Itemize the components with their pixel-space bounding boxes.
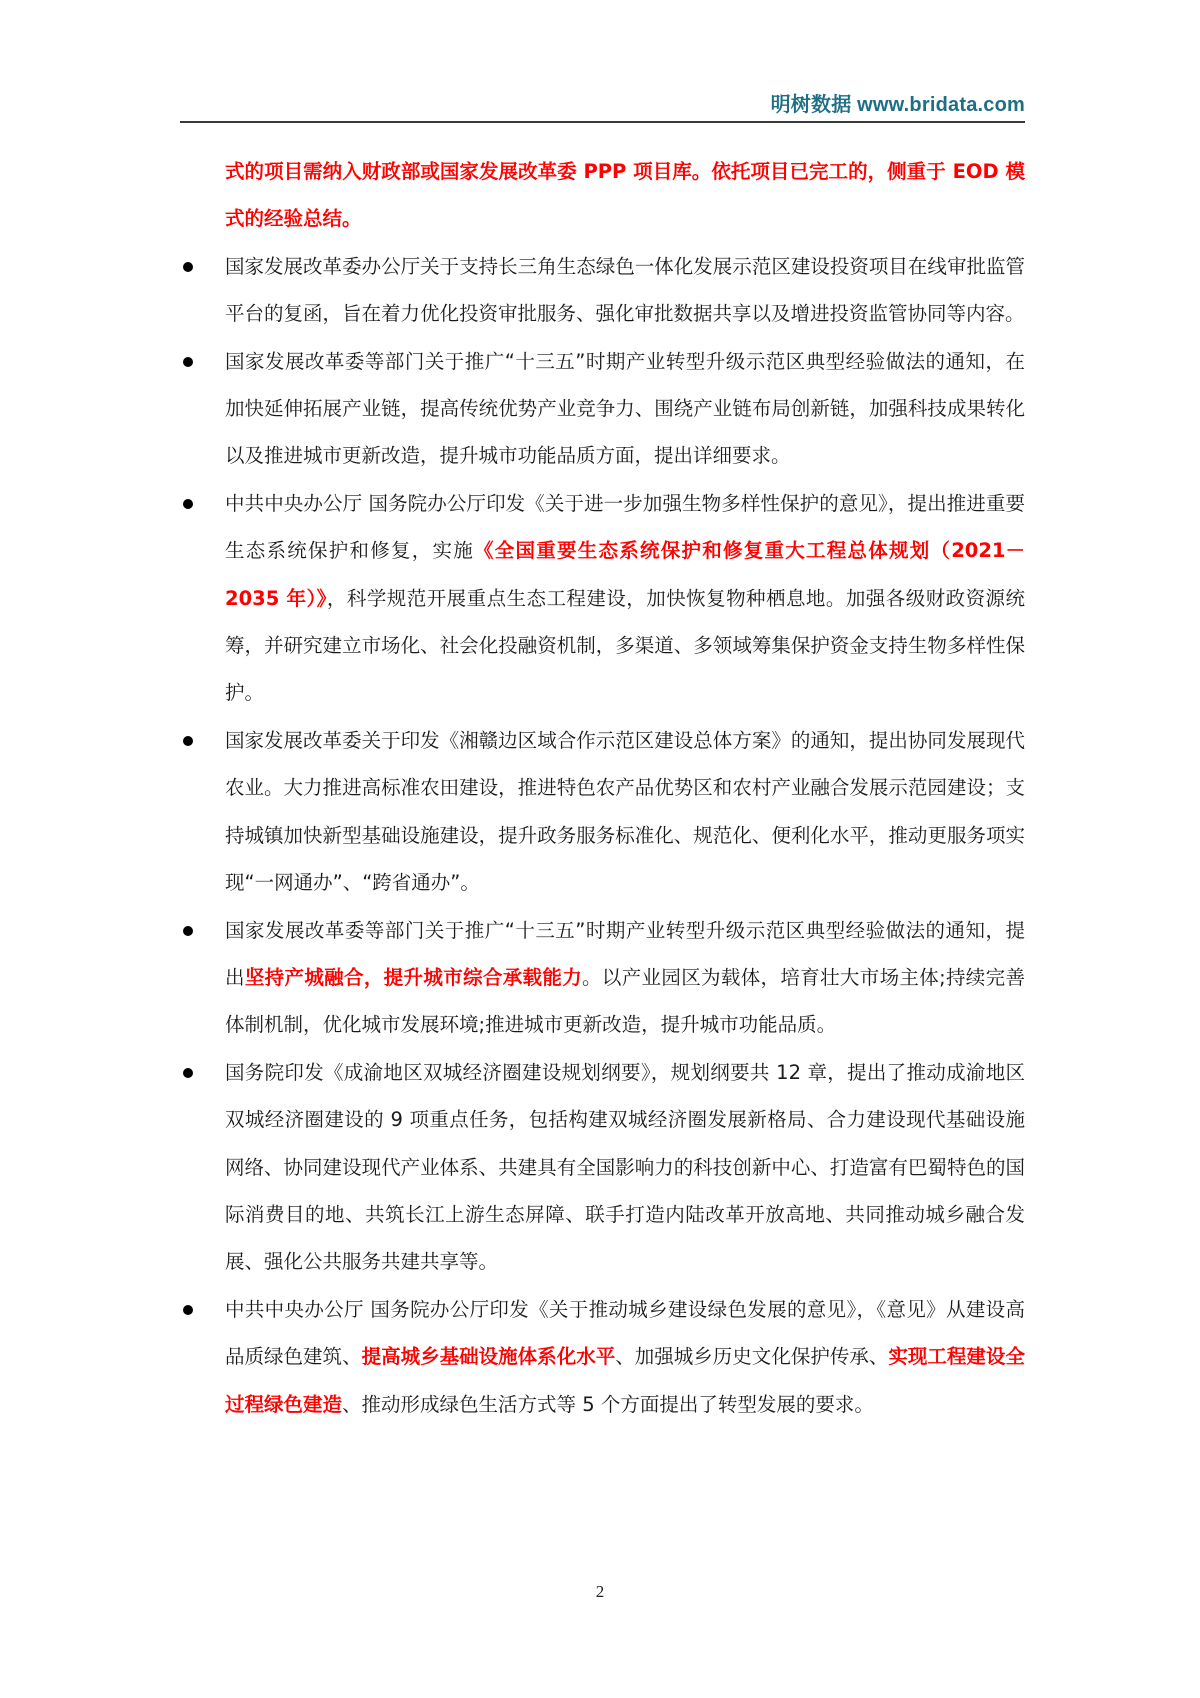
lead-text-highlight: 式的项目需纳入财政部或国家发展改革委 PPP 项目库。依托项目已完工的，侧重于 EOD 模式的经验总结。 (225, 160, 1025, 231)
list-item-text: 。以产业园区为载体，培育壮大市场主体;持续完善体制机制，优化城市发展环境;推进城市更新改造，提升城市功能品质。 (225, 965, 1025, 1037)
list-item-text: 国家发展改革委关于印发《湘赣边区域合作示范区建设总体方案》的通知，提出协同发展现代农业。大力推进高标准农田建设，推进特色农产品优势区和农村产业融合发展示范园建设；支持城镇加快新型基础设施建设，提升政务服务标准化、规范化、便利化水平，推动更服务项实现“一网通办”、“跨省通办”。 (225, 728, 1025, 895)
bullet-icon (183, 736, 193, 746)
list-item (180, 907, 1025, 1049)
list-item-text: 国务院印发《成渝地区双城经济圈建设规划纲要》，规划纲要共 12 章，提出了推动成渝地区双城经济圈建设的 9 项重点任务，包括构建双城经济圈发展新格局、合力建设现代基础设施网络、协同建设现代产业体系、共建具有全国影响力的科技创新中心、打造富有巴蜀特色的国际消费目的地、共筑长江上游生态屏障、联手打造内陆改革开放高地、共同推动城乡融合发展、强化公共服务共建共享等。 (225, 1060, 1025, 1274)
list-item-highlight: 实现工程建设全过程绿色建造 (225, 1345, 1025, 1416)
list-item-text: 、加强城乡历史文化保护传承、 (615, 1345, 889, 1369)
bullet-icon (183, 357, 193, 367)
list-item-text: 国家发展改革委办公厅关于支持长三角生态绿色一体化发展示范区建设投资项目在线审批监管平台的复函，旨在着力优化投资审批服务、强化审批数据共享以及增进投资监管协同等内容。 (225, 254, 1025, 326)
header-brand: 明树数据 www.bridata.com (770, 94, 1025, 116)
page-number: 2 (595, 1582, 605, 1601)
bullet-icon (183, 1305, 193, 1315)
bullet-icon (183, 926, 193, 936)
list-item (180, 717, 1025, 907)
list-item-text: 中共中央办公厅 国务院办公厅印发《关于推动城乡建设绿色发展的意见》，《意见》从建设高品质绿色建筑、 (225, 1297, 1025, 1369)
page-content (180, 148, 1025, 1428)
lead-paragraph (180, 148, 1025, 243)
list-item-highlight: 提高城乡基础设施体系化水平 (361, 1345, 616, 1369)
list-item-highlight: 坚持产城融合，提升城市综合承载能力 (244, 965, 583, 989)
list-item-text: 中共中央办公厅 国务院办公厅印发《关于进一步加强生物多样性保护的意见》，提出推进重要生态系统保护和修复，实施 (225, 491, 1025, 563)
header-rule (180, 121, 1025, 123)
bullet-icon (183, 1068, 193, 1078)
bullet-icon (183, 262, 193, 272)
list-item-text: ，科学规范开展重点生态工程建设，加快恢复物种栖息地。加强各级财政资源统筹，并研究建立市场化、社会化投融资机制，多渠道、多领域筹集保护资金支持生物多样性保护。 (225, 586, 1025, 705)
list-item-text: 、推动形成绿色生活方式等 5 个方面提出了转型发展的要求。 (342, 1392, 874, 1416)
list-item (180, 1049, 1025, 1286)
list-item-text: 国家发展改革委等部门关于推广“十三五”时期产业转型升级示范区典型经验做法的通知，提出 (225, 918, 1025, 989)
list-item-text: 国家发展改革委等部门关于推广“十三五”时期产业转型升级示范区典型经验做法的通知，在加快延伸拓展产业链，提高传统优势产业竞争力、围绕产业链布局创新链，加强科技成果转化以及推进城市更新改造，提升城市功能品质方面，提出详细要求。 (225, 349, 1025, 468)
list-item-highlight: 《全国重要生态系统保护和修复重大工程总体规划（2021－2035 年）》 (225, 539, 1025, 610)
list-item (180, 243, 1025, 338)
list-item (180, 338, 1025, 480)
list-item (180, 1286, 1025, 1428)
list-item (180, 480, 1025, 717)
bullet-icon (183, 499, 193, 509)
